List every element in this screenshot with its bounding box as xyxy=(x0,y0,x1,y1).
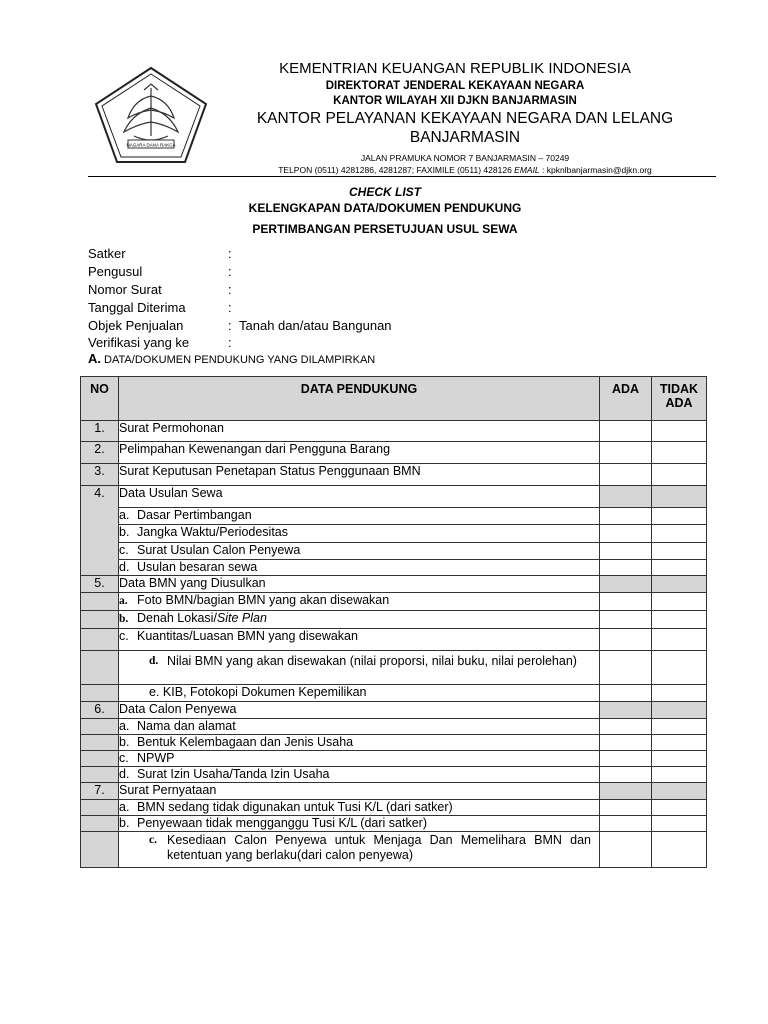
empty-number-cell xyxy=(81,651,119,685)
email-address: : kpknlbanjarmasin@djkn.org xyxy=(539,165,652,175)
ada-cell[interactable] xyxy=(600,719,652,735)
table-row xyxy=(81,576,707,593)
checklist-table xyxy=(80,376,707,868)
subitem-label: d. Usulan besaran sewa xyxy=(119,560,600,576)
empty-number-cell xyxy=(81,800,119,816)
ada-cell xyxy=(600,783,652,800)
field-colon: : xyxy=(228,318,232,333)
tidak-ada-cell[interactable] xyxy=(652,651,707,685)
field-label-satker: Satker xyxy=(88,246,126,261)
table-row xyxy=(81,486,707,508)
field-label-nomor-surat: Nomor Surat xyxy=(88,282,162,297)
svg-text:NAGARA DANA RAKCA: NAGARA DANA RAKCA xyxy=(126,142,176,148)
table-subrow xyxy=(81,629,707,651)
field-value-objek-penjualan: Tanah dan/atau Bangunan xyxy=(239,318,392,333)
table-subrow xyxy=(81,719,707,735)
col-header-tidak-ada: TIDAK ADA xyxy=(652,377,707,421)
table-row xyxy=(81,702,707,719)
ada-cell[interactable] xyxy=(600,525,652,543)
subitem-label: b. Penyewaan tidak mengganggu Tusi K/L (dari satker) xyxy=(119,816,600,832)
field-label-objek-penjualan: Objek Penjualan xyxy=(88,318,184,333)
subitem-label: a. Nama dan alamat xyxy=(119,719,600,735)
tidak-ada-cell[interactable] xyxy=(652,543,707,560)
tidak-ada-cell[interactable] xyxy=(652,800,707,816)
row-number: 7. xyxy=(81,783,119,800)
ada-cell[interactable] xyxy=(600,543,652,560)
empty-number-cell xyxy=(81,611,119,629)
ada-cell[interactable] xyxy=(600,800,652,816)
table-subrow xyxy=(81,543,707,560)
empty-number-cell xyxy=(81,735,119,751)
subitem-label: c. NPWP xyxy=(119,751,600,767)
ada-cell[interactable] xyxy=(600,421,652,442)
tidak-ada-cell[interactable] xyxy=(652,735,707,751)
ada-cell[interactable] xyxy=(600,442,652,464)
field-label-verifikasi: Verifikasi yang ke xyxy=(88,335,190,350)
subitem-label: b. Bentuk Kelembagaan dan Jenis Usaha xyxy=(119,735,600,751)
field-label-pengusul: Pengusul xyxy=(88,264,143,279)
tidak-ada-cell[interactable] xyxy=(652,508,707,525)
empty-number-cell xyxy=(81,816,119,832)
ada-cell[interactable] xyxy=(600,560,652,576)
table-row xyxy=(81,783,707,800)
table-subrow xyxy=(81,651,707,685)
ada-cell xyxy=(600,576,652,593)
tidak-ada-cell[interactable] xyxy=(652,767,707,783)
tidak-ada-cell[interactable] xyxy=(652,611,707,629)
subitem-label: a. BMN sedang tidak digunakan untuk Tusi K/L (dari satker) xyxy=(119,800,600,816)
row-number: 4. xyxy=(81,486,119,576)
row-label: Surat Pernyataan xyxy=(119,783,600,800)
table-row xyxy=(81,421,707,442)
row-label: Pelimpahan Kewenangan dari Pengguna Barang xyxy=(119,442,600,464)
ministry-name: KEMENTRIAN KEUANGAN REPUBLIK INDONESIA xyxy=(279,60,631,77)
field-colon: : xyxy=(228,246,232,261)
row-label: Surat Permohonan xyxy=(119,421,600,442)
section-a-heading: A. DATA/DOKUMEN PENDUKUNG YANG DILAMPIRKAN xyxy=(88,351,376,366)
ada-cell[interactable] xyxy=(600,593,652,611)
tidak-ada-cell[interactable] xyxy=(652,751,707,767)
tidak-ada-cell[interactable] xyxy=(652,560,707,576)
field-colon: : xyxy=(228,335,232,350)
tidak-ada-cell[interactable] xyxy=(652,719,707,735)
ada-cell[interactable] xyxy=(600,816,652,832)
row-number: 2. xyxy=(81,442,119,464)
tidak-ada-cell[interactable] xyxy=(652,629,707,651)
office-name: KANTOR PELAYANAN KEKAYAAN NEGARA DAN LELANG BANJARMASIN xyxy=(256,110,674,146)
row-number: 1. xyxy=(81,421,119,442)
regional-office-name: KANTOR WILAYAH XII DJKN BANJARMASIN xyxy=(333,95,577,107)
table-row xyxy=(81,464,707,486)
subitem-label: e. KIB, Fotokopi Dokumen Kepemilikan xyxy=(119,685,600,702)
header-divider xyxy=(88,176,716,177)
col-header-ada: ADA xyxy=(600,377,652,421)
table-subrow xyxy=(81,560,707,576)
ada-cell xyxy=(600,702,652,719)
row-label: Surat Keputusan Penetapan Status Penggunaan BMN xyxy=(119,464,600,486)
doc-title: CHECK LIST xyxy=(349,185,421,199)
tidak-ada-cell xyxy=(652,783,707,800)
table-subrow xyxy=(81,508,707,525)
row-number: 5. xyxy=(81,576,119,593)
office-contact: TELPON (0511) 4281286, 4281287; FAXIMILE (0511) 428126 EMAIL : kpknlbanjarmasin@djkn.org xyxy=(278,165,652,175)
table-subrow xyxy=(81,816,707,832)
ada-cell[interactable] xyxy=(600,767,652,783)
subitem-label: b. Denah Lokasi/Site Plan xyxy=(119,611,600,629)
tidak-ada-cell[interactable] xyxy=(652,464,707,486)
tidak-ada-cell[interactable] xyxy=(652,442,707,464)
col-header-no: NO xyxy=(81,377,119,421)
tidak-ada-cell xyxy=(652,576,707,593)
table-subrow xyxy=(81,767,707,783)
empty-number-cell xyxy=(81,593,119,611)
ada-cell[interactable] xyxy=(600,611,652,629)
ada-cell xyxy=(600,486,652,508)
ada-cell[interactable] xyxy=(600,651,652,685)
tidak-ada-cell[interactable] xyxy=(652,593,707,611)
ada-cell[interactable] xyxy=(600,832,652,868)
kemenkeu-logo xyxy=(94,66,208,164)
tidak-ada-cell xyxy=(652,702,707,719)
table-row xyxy=(81,442,707,464)
row-label: Data Calon Penyewa xyxy=(119,702,600,719)
ada-cell[interactable] xyxy=(600,629,652,651)
col-header-data: DATA PENDUKUNG xyxy=(119,377,600,421)
ada-cell[interactable] xyxy=(600,464,652,486)
subitem-label: c. Kuantitas/Luasan BMN yang disewakan xyxy=(119,629,600,651)
tidak-ada-cell[interactable] xyxy=(652,832,707,868)
subitem-label: d. Surat Izin Usaha/Tanda Izin Usaha xyxy=(119,767,600,783)
ada-cell[interactable] xyxy=(600,508,652,525)
empty-number-cell xyxy=(81,685,119,702)
subitem-label: a. Foto BMN/bagian BMN yang akan disewakan xyxy=(119,593,600,611)
ada-cell[interactable] xyxy=(600,751,652,767)
subitem-label: b. Jangka Waktu/Periodesitas xyxy=(119,525,600,543)
empty-number-cell xyxy=(81,629,119,651)
table-subrow xyxy=(81,525,707,543)
empty-number-cell xyxy=(81,719,119,735)
row-number: 6. xyxy=(81,702,119,719)
table-subrow xyxy=(81,685,707,702)
ada-cell[interactable] xyxy=(600,735,652,751)
subitem-label: a. Dasar Pertimbangan xyxy=(119,508,600,525)
tidak-ada-cell[interactable] xyxy=(652,525,707,543)
row-number: 3. xyxy=(81,464,119,486)
directorate-name: DIREKTORAT JENDERAL KEKAYAAN NEGARA xyxy=(325,80,585,92)
empty-number-cell xyxy=(81,832,119,868)
empty-number-cell xyxy=(81,751,119,767)
table-subrow xyxy=(81,735,707,751)
row-label: Data Usulan Sewa xyxy=(119,486,600,508)
row-label: Data BMN yang Diusulkan xyxy=(119,576,600,593)
tidak-ada-cell xyxy=(652,486,707,508)
tidak-ada-cell[interactable] xyxy=(652,421,707,442)
email-label: EMAIL xyxy=(514,165,540,175)
tidak-ada-cell[interactable] xyxy=(652,816,707,832)
field-colon: : xyxy=(228,264,232,279)
field-colon: : xyxy=(228,282,232,297)
table-subrow xyxy=(81,593,707,611)
table-subrow xyxy=(81,800,707,816)
table-header-row xyxy=(81,377,707,421)
subitem-label: c. Surat Usulan Calon Penyewa xyxy=(119,543,600,560)
table-subrow xyxy=(81,832,707,868)
tidak-ada-cell[interactable] xyxy=(652,685,707,702)
table-subrow xyxy=(81,611,707,629)
subitem-label: c. Kesediaan Calon Penyewa untuk Menjaga Dan Memelihara BMN dan ketentuan yang berlaku(dari calon penyewa) xyxy=(119,832,600,868)
ada-cell[interactable] xyxy=(600,685,652,702)
table-subrow xyxy=(81,751,707,767)
doc-subtitle: KELENGKAPAN DATA/DOKUMEN PENDUKUNG xyxy=(248,201,522,215)
office-address: JALAN PRAMUKA NOMOR 7 BANJARMASIN – 70249 xyxy=(360,153,570,163)
doc-subtitle-2: PERTIMBANGAN PERSETUJUAN USUL SEWA xyxy=(252,222,518,236)
field-label-tanggal-diterima: Tanggal Diterima xyxy=(88,300,186,315)
field-colon: : xyxy=(228,300,232,315)
subitem-label: d. Nilai BMN yang akan disewakan (nilai proporsi, nilai buku, nilai perolehan) xyxy=(119,651,600,685)
empty-number-cell xyxy=(81,767,119,783)
